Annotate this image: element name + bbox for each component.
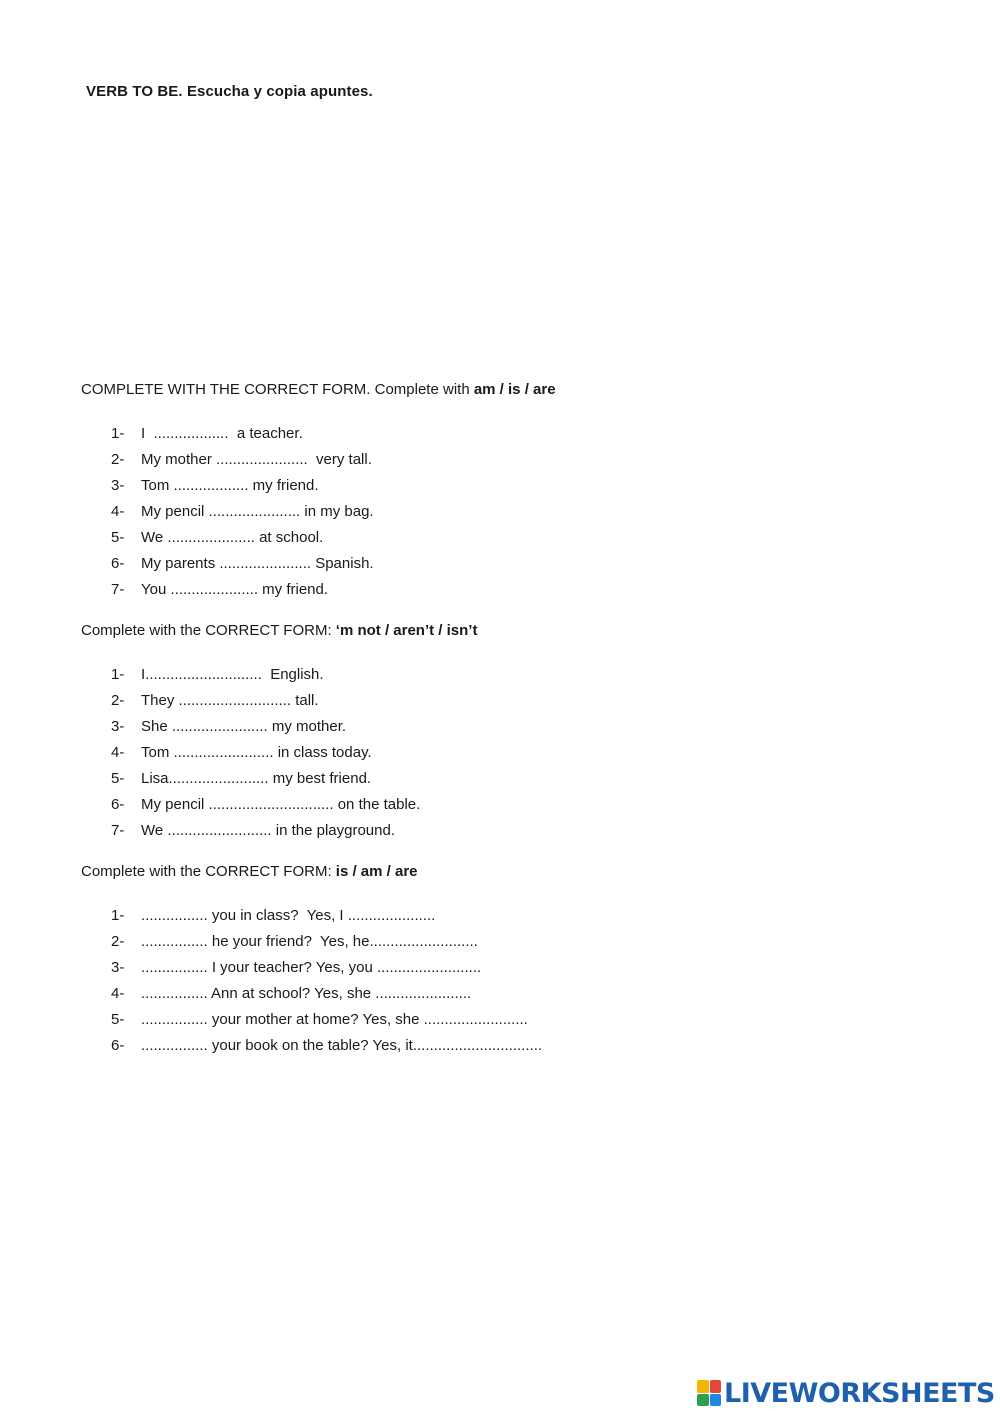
- exercise-sentence: You ..................... my friend.: [141, 581, 329, 598]
- exercise-item: [111, 473, 374, 499]
- exercise-item: [111, 714, 420, 740]
- section-3-exercise-list: [111, 903, 542, 1059]
- exercise-number: 3-: [111, 959, 125, 976]
- exercise-number: 3-: [111, 477, 125, 494]
- exercise-sentence: We ......................... in the playground.: [141, 822, 396, 839]
- exercise-number: 3-: [111, 718, 125, 735]
- exercise-number: 2-: [111, 933, 125, 950]
- exercise-number: 7-: [111, 581, 125, 598]
- exercise-number: 2-: [111, 692, 125, 709]
- exercise-item: [111, 818, 420, 844]
- exercise-sentence: ................ your book on the table? Yes, it...............................: [141, 1037, 543, 1054]
- exercise-sentence: I .................. a teacher.: [141, 425, 303, 442]
- exercise-number: 7-: [111, 822, 125, 839]
- exercise-item: [111, 421, 374, 447]
- exercise-item: [111, 447, 374, 473]
- exercise-item: [111, 551, 374, 577]
- exercise-sentence: ................ he your friend? Yes, he..........................: [141, 933, 478, 950]
- exercise-sentence: My mother ...................... very tall.: [141, 451, 372, 468]
- exercise-number: 6-: [111, 1037, 125, 1054]
- exercise-item: [111, 1007, 542, 1033]
- exercise-sentence: ................ I your teacher? Yes, you .........................: [141, 959, 482, 976]
- exercise-number: 6-: [111, 796, 125, 813]
- exercise-item: [111, 662, 420, 688]
- exercise-item: [111, 688, 420, 714]
- exercise-item: [111, 1033, 542, 1059]
- exercise-number: 6-: [111, 555, 125, 572]
- exercise-sentence: ................ your mother at home? Yes, she .........................: [141, 1011, 528, 1028]
- exercise-number: 5-: [111, 1011, 125, 1028]
- exercise-number: 1-: [111, 666, 125, 683]
- exercise-sentence: We ..................... at school.: [141, 529, 324, 546]
- exercise-item: [111, 955, 542, 981]
- exercise-sentence: My parents ...................... Spanish.: [141, 555, 374, 572]
- exercise-item: [111, 766, 420, 792]
- section-1-instruction: COMPLETE WITH THE CORRECT FORM. Complete with: [81, 381, 474, 398]
- exercise-number: 1-: [111, 907, 125, 924]
- exercise-number: 2-: [111, 451, 125, 468]
- exercise-item: [111, 499, 374, 525]
- exercise-number: 5-: [111, 770, 125, 787]
- section-1-heading: [81, 381, 556, 398]
- exercise-number: 4-: [111, 503, 125, 520]
- exercise-sentence: My pencil ...................... in my bag.: [141, 503, 374, 520]
- exercise-item: [111, 577, 374, 603]
- exercise-item: [111, 929, 542, 955]
- exercise-sentence: I............................ English.: [141, 666, 324, 683]
- liveworksheets-logo-icon: [697, 1380, 721, 1406]
- liveworksheets-logo-text: LIVEWORKSHEETS: [724, 1377, 995, 1409]
- section-3-options: is / am / are: [335, 863, 418, 880]
- exercise-sentence: ................ you in class? Yes, I .....................: [141, 907, 436, 924]
- exercise-sentence: She ....................... my mother.: [141, 718, 347, 735]
- exercise-sentence: ................ Ann at school? Yes, she .......................: [141, 985, 472, 1002]
- exercise-sentence: They ........................... tall.: [141, 692, 319, 709]
- section-2-heading: [81, 622, 477, 639]
- exercise-item: [111, 981, 542, 1007]
- exercise-item: [111, 903, 542, 929]
- exercise-item: [111, 740, 420, 766]
- section-2-exercise-list: [111, 662, 420, 844]
- section-2-instruction: Complete with the CORRECT FORM:: [81, 622, 336, 639]
- exercise-item: [111, 792, 420, 818]
- exercise-sentence: Tom .................. my friend.: [141, 477, 319, 494]
- exercise-sentence: Tom ........................ in class today.: [141, 744, 372, 761]
- exercise-number: 5-: [111, 529, 125, 546]
- worksheet-title: VERB TO BE. Escucha y copia apuntes.: [86, 83, 373, 100]
- exercise-number: 1-: [111, 425, 125, 442]
- exercise-sentence: Lisa........................ my best friend.: [141, 770, 372, 787]
- exercise-number: 4-: [111, 985, 125, 1002]
- exercise-item: [111, 525, 374, 551]
- section-1-exercise-list: [111, 421, 374, 603]
- section-3-heading: [81, 863, 418, 880]
- section-1-options: am / is / are: [473, 381, 556, 398]
- section-2-options: ‘m not / aren’t / isn’t: [335, 622, 478, 639]
- liveworksheets-logo: [697, 1376, 995, 1410]
- exercise-sentence: My pencil .............................. on the table.: [141, 796, 421, 813]
- section-3-instruction: Complete with the CORRECT FORM:: [81, 863, 336, 880]
- exercise-number: 4-: [111, 744, 125, 761]
